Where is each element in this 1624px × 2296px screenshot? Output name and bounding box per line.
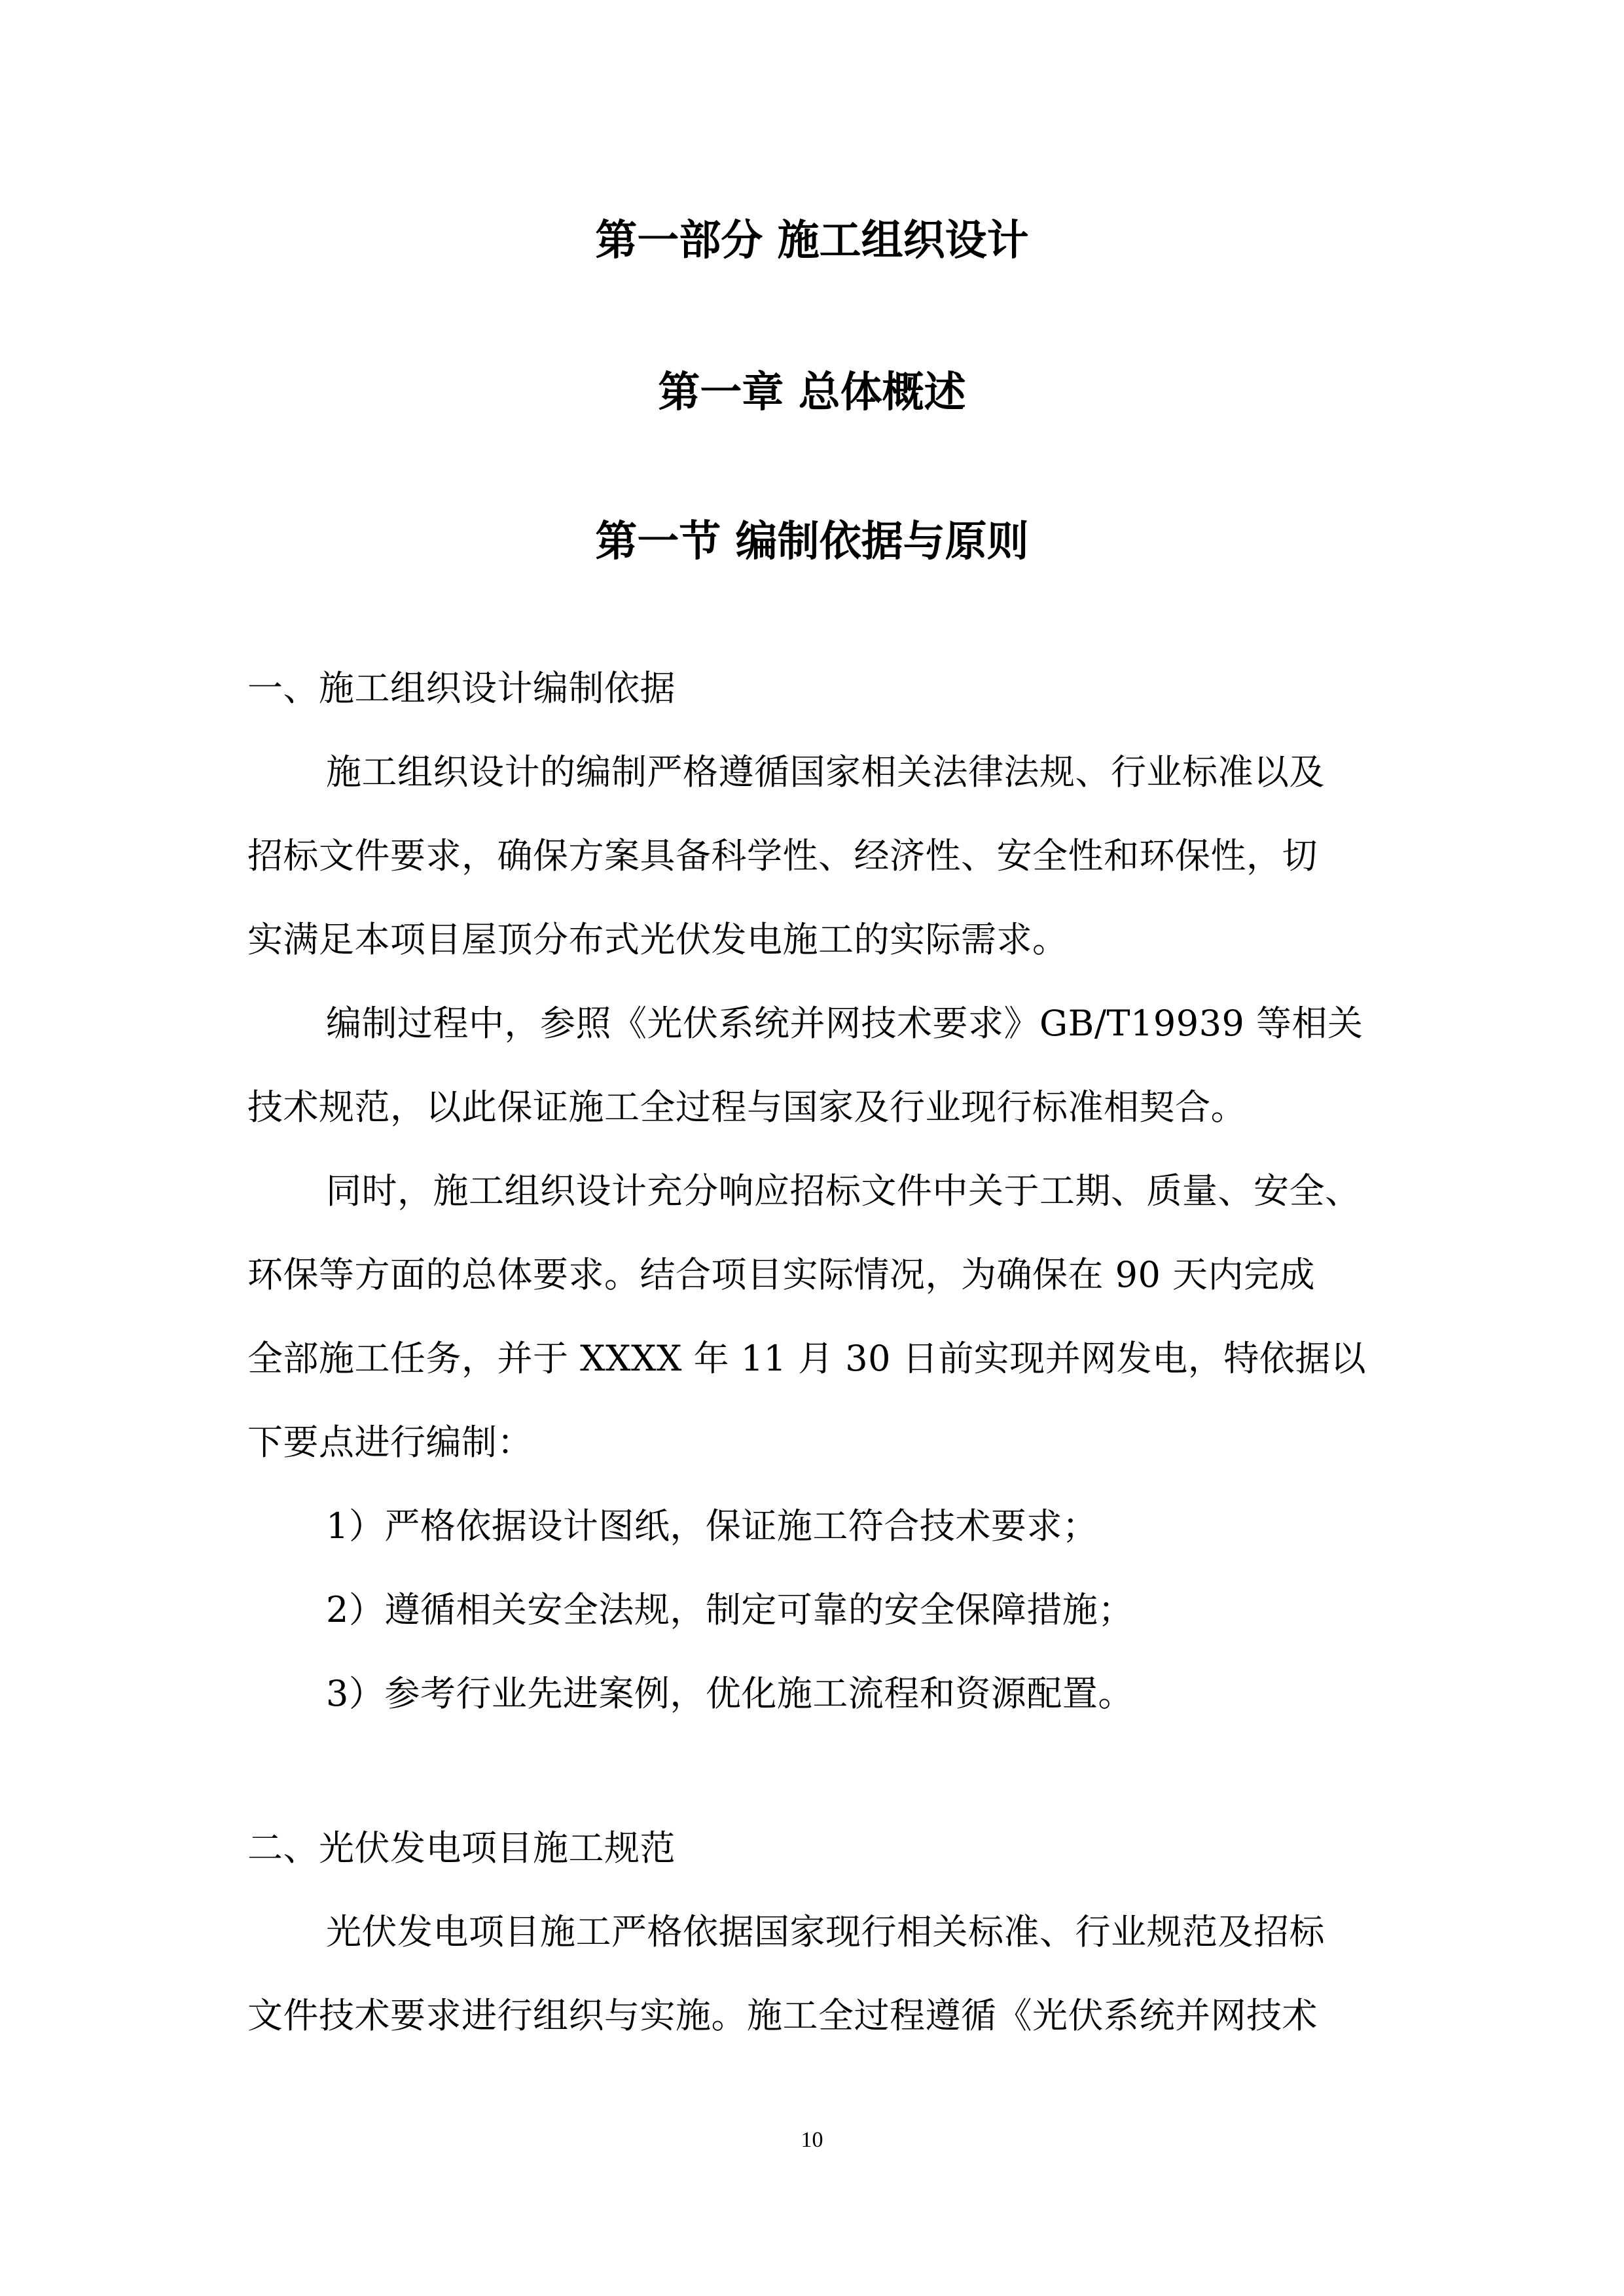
paragraph-line: 下要点进行编制： <box>247 1422 533 1463</box>
page-number: 10 <box>801 2128 823 2152</box>
section-title: 第一节 编制依据与原则 <box>595 518 1029 566</box>
paragraph-line: 同时，施工组织设计充分响应招标文件中关于工期、质量、安全、 <box>326 1170 1361 1211</box>
chapter-title: 第一章 总体概述 <box>658 368 966 417</box>
list-item: 3）参考行业先进案例，优化施工流程和资源配置。 <box>326 1673 1134 1714</box>
paragraph-line: 全部施工任务，并于 XXXX 年 11 月 30 日前实现并网发电，特依据以 <box>247 1338 1367 1379</box>
paragraph-line: 文件技术要求进行组织与实施。施工全过程遵循《光伏系统并网技术 <box>247 1995 1318 2036</box>
paragraph-line: 编制过程中，参照《光伏系统并网技术要求》GB/T19939 等相关 <box>326 1003 1363 1044</box>
list-item: 2）遵循相关安全法规，制定可靠的安全保障措施； <box>326 1589 1134 1630</box>
subheading-compilation-basis: 一、施工组织设计编制依据 <box>247 668 676 709</box>
subheading-construction-specs: 二、光伏发电项目施工规范 <box>247 1827 676 1869</box>
paragraph-line: 招标文件要求，确保方案具备科学性、经济性、安全性和环保性，切 <box>247 835 1318 876</box>
paragraph-line: 施工组织设计的编制严格遵循国家相关法律法规、行业标准以及 <box>326 751 1325 793</box>
paragraph-line: 实满足本项目屋顶分布式光伏发电施工的实际需求。 <box>247 919 1068 960</box>
list-item: 1）严格依据设计图纸，保证施工符合技术要求； <box>326 1505 1098 1547</box>
paragraph-line: 光伏发电项目施工严格依据国家现行相关标准、行业规范及招标 <box>326 1911 1325 1952</box>
paragraph-line: 环保等方面的总体要求。结合项目实际情况，为确保在 90 天内完成 <box>247 1254 1316 1295</box>
paragraph-line: 技术规范，以此保证施工全过程与国家及行业现行标准相契合。 <box>247 1086 1246 1128</box>
part-title: 第一部分 施工组织设计 <box>595 217 1029 265</box>
